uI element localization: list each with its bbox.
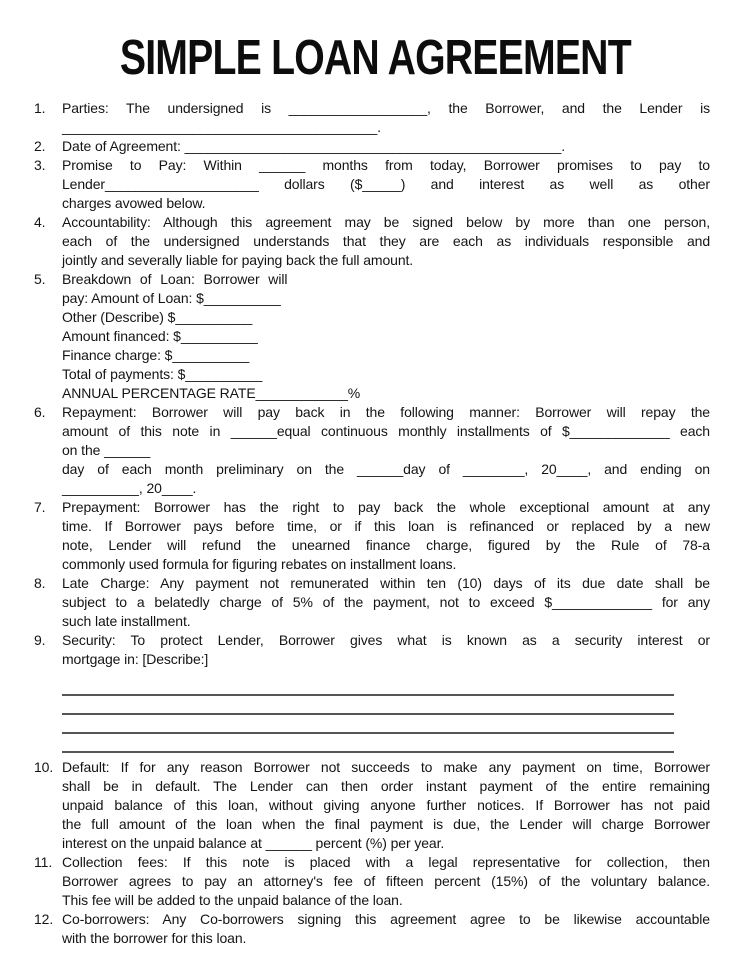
blank-fill-line — [62, 696, 674, 715]
page-title: SIMPLE LOAN AGREEMENT — [119, 31, 631, 85]
text-line: jointly and severally liable for paying back the full amount. — [62, 252, 414, 268]
text-line: Prepayment: Borrower has the right to pay back the whole exceptional amount at any — [62, 499, 710, 515]
text-line: Promise to Pay: Within ______ months from today, Borrower promises to pay to — [62, 157, 710, 173]
text-line: Accountability: Although this agreement may be signed below by more than one person, — [62, 214, 710, 230]
text-line: Default: If for any reason Borrower not succeeds to make any payment on time, Borrower — [62, 759, 710, 775]
text-line: Other (Describe) $__________ — [62, 309, 253, 325]
text-line: commonly used formula for figuring rebates on installment loans. — [62, 556, 457, 572]
text-line: such late installment. — [62, 613, 191, 629]
text-line: Breakdown of Loan: Borrower will — [62, 271, 288, 287]
text-line: note, Lender will refund the unearned finance charge, figured by the Rule of 78-a — [62, 537, 710, 553]
item-number: 10. — [34, 759, 54, 775]
text-line: subject to a belatedly charge of 5% of the payment, not to exceed $_____________ for any — [62, 594, 710, 610]
text-line: Amount financed: $__________ — [62, 328, 258, 344]
agreement-item-4 — [0, 213, 750, 270]
text-line: shall be in default. The Lender can then order instant payment of the entire remaining — [62, 778, 710, 794]
text-line: Late Charge: Any payment not remunerated within ten (10) days of its due date shall be — [62, 575, 710, 591]
blank-fill-line — [62, 677, 674, 696]
text-line: on the ______ — [62, 442, 151, 458]
text-line: Repayment: Borrower will pay back in the following manner: Borrower will repay the — [62, 404, 710, 420]
text-line: Security: To protect Lender, Borrower gives what is known as a security interest or — [62, 632, 710, 648]
text-line: Parties: The undersigned is __________________, the Borrower, and the Lender is — [62, 100, 710, 116]
text-line: time. If Borrower pays before time, or if this loan is refinanced or replaced by a new — [62, 518, 710, 534]
agreement-item-10 — [0, 758, 750, 853]
agreement-item-11 — [0, 853, 750, 910]
text-line: amount of this note in ______equal continuous monthly installments of $_____________ each — [62, 423, 710, 439]
title-container — [0, 0, 750, 83]
text-line: the full amount of the loan when the final payment is due, the Lender will charge Borrower — [62, 816, 710, 832]
agreement-item-1 — [0, 99, 750, 137]
text-line: Co-borrowers: Any Co-borrowers signing this agreement agree to be likewise accountable — [62, 911, 710, 927]
agreement-item-5 — [0, 270, 750, 403]
item-number: 1. — [34, 100, 46, 116]
agreement-item-9 — [0, 631, 750, 753]
text-line: day of each month preliminary on the ______day of ________, 20____, and ending on — [62, 461, 710, 477]
text-line: ANNUAL PERCENTAGE RATE____________% — [62, 385, 361, 401]
text-line: __________, 20____. — [62, 480, 197, 496]
text-line: pay: Amount of Loan: $__________ — [62, 290, 281, 306]
item-number: 3. — [34, 157, 46, 173]
item-number: 8. — [34, 575, 46, 591]
text-line: Collection fees: If this note is placed with a legal representative for collection, then — [62, 854, 710, 870]
text-line: Borrower agrees to pay an attorney's fee of fifteen percent (15%) of the voluntary balance. — [62, 873, 710, 889]
item-number: 9. — [34, 632, 46, 648]
text-line: Date of Agreement: _________________________________________________. — [62, 138, 566, 154]
text-line: with the borrower for this loan. — [62, 930, 247, 946]
item-number: 5. — [34, 271, 46, 287]
text-line: mortgage in: [Describe:] — [62, 651, 209, 667]
text-line: Total of payments: $__________ — [62, 366, 263, 382]
text-line: _________________________________________. — [62, 119, 381, 135]
text-line: charges avowed below. — [62, 195, 206, 211]
text-line: interest on the unpaid balance at ______ percent (%) per year. — [62, 835, 445, 851]
agreement-item-7 — [0, 498, 750, 574]
agreement-item-12 — [0, 910, 750, 948]
text-line: each of the undersigned understands that they are each as individuals responsible and — [62, 233, 710, 249]
item-number: 7. — [34, 499, 46, 515]
blank-fill-line — [62, 734, 674, 753]
item-number: 12. — [34, 911, 54, 927]
text-line: unpaid balance of this loan, without giving anyone further notices. If Borrower has not paid — [62, 797, 710, 813]
agreement-list — [0, 99, 750, 948]
text-line: This fee will be added to the unpaid balance of the loan. — [62, 892, 403, 908]
item-number: 6. — [34, 404, 46, 420]
agreement-item-6 — [0, 403, 750, 498]
blank-fill-line — [62, 715, 674, 734]
item-number: 2. — [34, 138, 46, 154]
text-line: Lender____________________ dollars ($_____) and interest as well as other — [62, 176, 710, 192]
item-number: 11. — [34, 854, 53, 870]
agreement-item-3 — [0, 156, 750, 213]
item-number: 4. — [34, 214, 46, 230]
text-line: Finance charge: $__________ — [62, 347, 250, 363]
agreement-item-2 — [0, 137, 750, 156]
agreement-item-8 — [0, 574, 750, 631]
